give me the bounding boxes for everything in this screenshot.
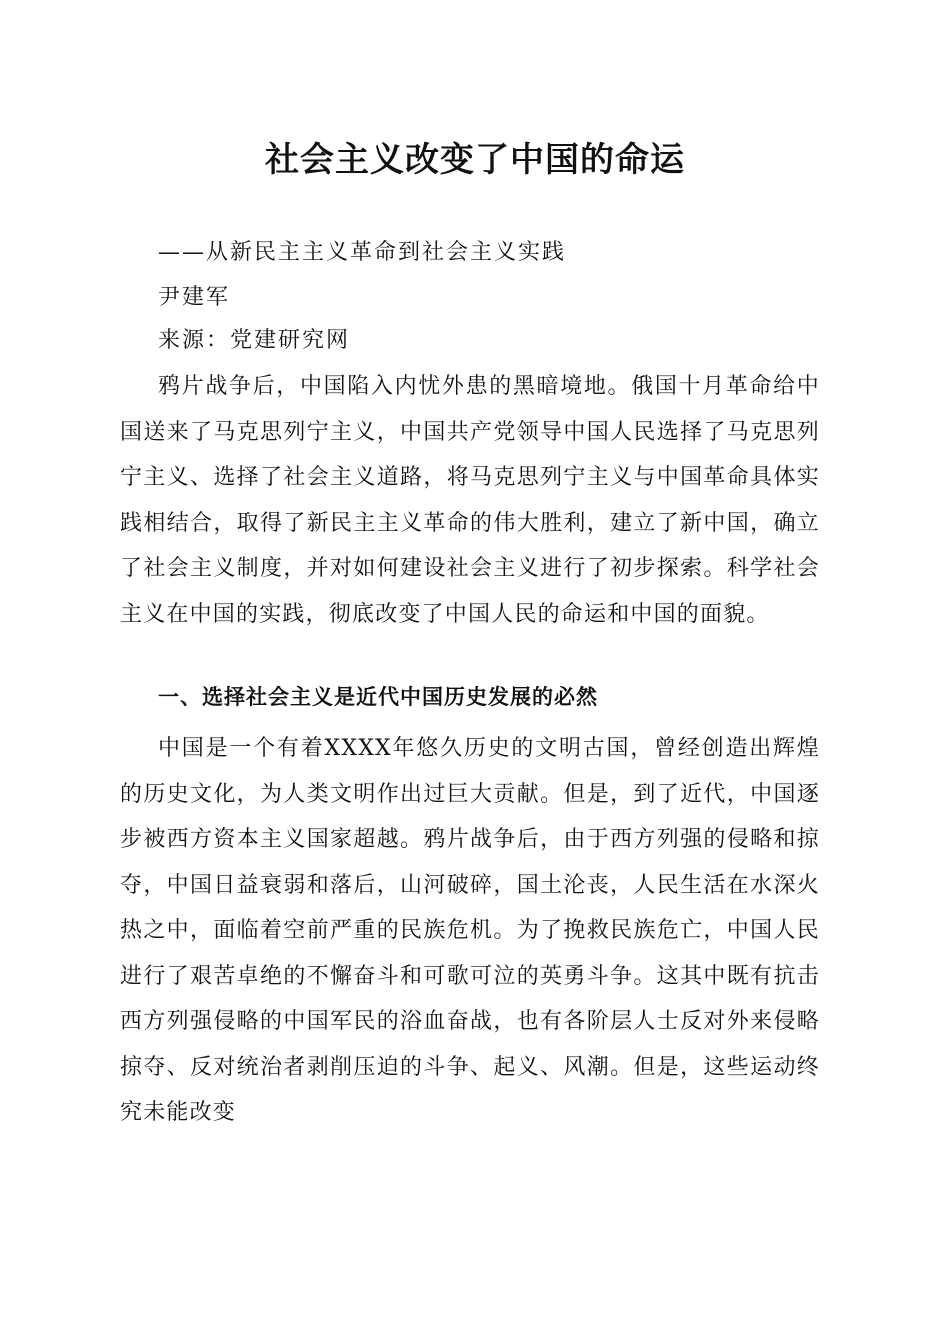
section-paragraph: 中国是一个有着XXXX年悠久历史的文明古国，曾经创造出辉煌的历史文化，为人类文明作出过巨大贡献。但是，到了近代，中国逐步被西方资本主义国家超越。鸦片战争后，由于西方列强的侵略和掠夺，中国日益衰弱和落后，山河破碎，国土沦丧，人民生活在水深火热之中，面临着空前严重的民族危机。为了挽救民族危亡，中国人民进行了艰苦卓绝的不懈奋斗和可歌可泣的英勇斗争。这其中既有抗击西方列强侵略的中国军民的浴血奋战，也有各阶层人士反对外来侵略掠夺、反对统治者剥削压迫的斗争、起义、风潮。但是，这些运动终究未能改变 [120,736,820,1125]
document-title: 社会主义改变了中国的命运 [265,140,685,180]
document-author: 尹建军 [158,285,231,310]
document-subtitle: ——从新民主主义革命到社会主义实践 [158,240,567,265]
intro-paragraph: 鸦片战争后，中国陷入内忧外患的黑暗境地。俄国十月革命给中国送来了马克思列宁主义，中国共产党领导中国人民选择了马克思列宁主义、选择了社会主义道路，将马克思列宁主义与中国革命具体实践相结合，取得了新民主主义革命的伟大胜利，建立了新中国，确立了社会主义制度，并对如何建设社会主义进行了初步探索。科学社会主义在中国的实践，彻底改变了中国人民的命运和中国的面貌。 [120,374,820,627]
section-heading: 一、选择社会主义是近代中国历史发展的必然 [158,685,598,709]
document-source: 来源：党建研究网 [158,328,351,353]
